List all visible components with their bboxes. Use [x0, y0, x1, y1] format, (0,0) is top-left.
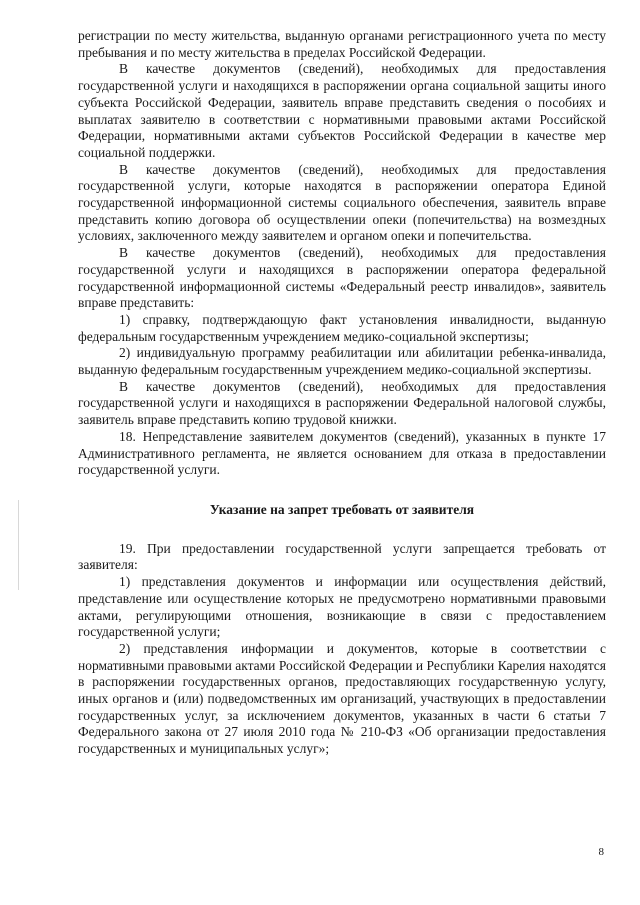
list-item-prohibited-information: 2) представления информации и документов, которые в соответствии с нормативными правовыми актами Российской Федерации и Республики Карелия находятся в распоряжении государственных органов, предоставляющих государственную услугу, иных органов и (или) подведомственных им организаций, участвующих в предоставлении государственных услуг, за исключением документов, указанных в части 6 статьи 7 Федерального закона от 27 июля 2010 года № 210-ФЗ «Об организации предоставления государственных и муниципальных услуг»;	[78, 640, 606, 757]
section-heading: Указание на запрет требовать от заявителя	[209, 501, 475, 517]
list-item-disability-certificate: 1) справку, подтверждающую факт установления инвалидности, выданную федеральным государственным учреждением медико-социальной экспертизы;	[78, 311, 606, 344]
document-page	[78, 28, 606, 758]
paragraph-clause-18: 18. Непредставление заявителем документов (сведений), указанных в пункте 17 Административного регламента, не является основанием для отказа в предоставлении государственной услуги.	[78, 428, 606, 478]
scan-artifact	[18, 500, 19, 590]
paragraph-tax-service: В качестве документов (сведений), необходимых для предоставления государственной услуги и находящихся в распоряжении Федеральной налоговой службы, заявитель вправе представить копию трудовой книжки.	[78, 378, 606, 428]
paragraph-social-protection: В качестве документов (сведений), необходимых для предоставления государственной услуги и находящихся в распоряжении органа социальной защиты иного субъекта Российской Федерации, заявитель вправе представить сведения о пособиях и выплатах заявителю в соответствии с нормативными правовыми актами Российской Федерации, нормативными актами субъектов Российской Федерации в качестве мер социальной поддержки.	[78, 61, 606, 160]
paragraph-social-security-system: В качестве документов (сведений), необходимых для предоставления государственной услуги, которые находятся в распоряжении оператора Единой государственной информационной системы социального обеспечения, заявитель вправе представить копию договора об осуществлении опеки (попечительства) на возмездных условиях, заключенного между заявителем и органом опеки и попечительства.	[78, 161, 606, 244]
list-item-prohibited-documents: 1) представления документов и информации или осуществления действий, представление или осуществление которых не предусмотрено нормативными правовыми актами, регулирующими отношения, возникающие в связи с предоставлением государственной услуги;	[78, 574, 606, 640]
paragraph-registration: регистрации по месту жительства, выданную органами регистрационного учета по месту пребывания и по месту жительства в пределах Российской Федерации.	[78, 28, 606, 60]
page-number: 8	[598, 846, 604, 858]
paragraph-disability-registry: В качестве документов (сведений), необходимых для предоставления государственной услуги и находящихся в распоряжении оператора федеральной государственной информационной системы «Федеральный реестр инвалидов», заявитель вправе представить:	[78, 245, 606, 311]
paragraph-clause-19: 19. При предоставлении государственной услуги запрещается требовать от заявителя:	[78, 540, 606, 573]
list-item-rehabilitation-program: 2) индивидуальную программу реабилитации или абилитации ребенка-инвалида, выданную федеральным государственным учреждением медико-социальной экспертизы.	[78, 345, 606, 378]
